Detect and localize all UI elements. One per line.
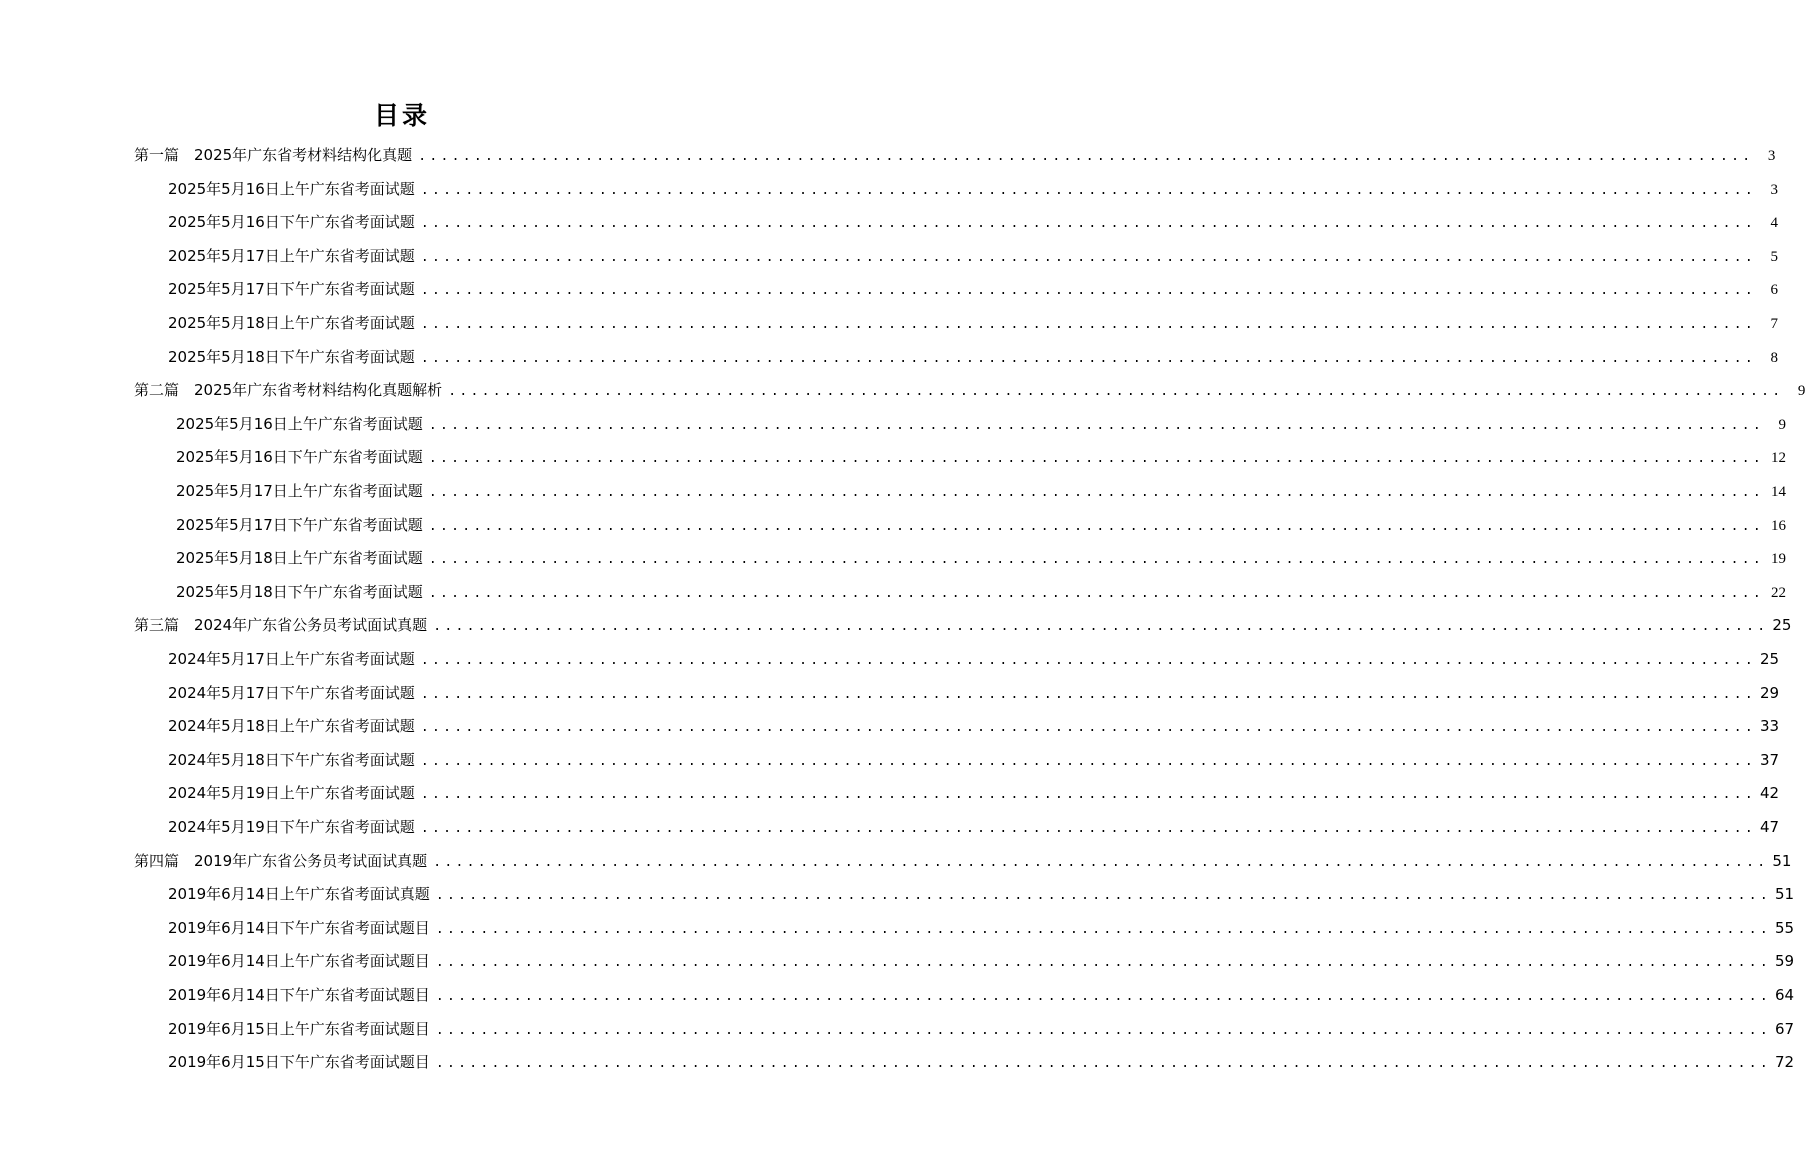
toc-section-entry[interactable] bbox=[168, 749, 1780, 771]
toc-entry-label: 2025年5月18日上午广东省考面试题 bbox=[176, 549, 423, 568]
toc-dot-leader: ........................................................................................................................ bbox=[428, 451, 1765, 467]
toc-section-entry[interactable] bbox=[168, 682, 1780, 704]
toc-dot-leader: ........................................................................................................................ bbox=[428, 485, 1765, 500]
toc-page-number: 64 bbox=[1775, 986, 1795, 1004]
toc-section-entry[interactable] bbox=[168, 178, 1779, 200]
toc-dot-leader: ........................................................................................................................ bbox=[420, 653, 1757, 668]
toc-section-entry[interactable] bbox=[168, 312, 1779, 334]
toc-entry-label: 第一篇 2025年广东省考材料结构化真题 bbox=[134, 146, 413, 164]
toc-page-number: 19 bbox=[1771, 551, 1787, 568]
toc-page-number: 37 bbox=[1760, 750, 1780, 769]
toc-page-number: 51 bbox=[1772, 851, 1792, 870]
toc-dot-leader: ........................................................................................................................ bbox=[435, 1056, 1772, 1072]
toc-entry-label: 2025年5月16日下午广东省考面试题 bbox=[176, 448, 423, 467]
toc-dot-leader: ........................................................................................................................ bbox=[420, 753, 1757, 769]
toc-entry-label: 2019年6月14日上午广东省考面试真题 bbox=[168, 885, 430, 904]
toc-section-entry[interactable] bbox=[176, 446, 1787, 468]
toc-page-number: 25 bbox=[1772, 616, 1792, 635]
toc-dot-leader: ........................................................................................................................ bbox=[420, 350, 1757, 366]
toc-page-number: 29 bbox=[1760, 683, 1780, 702]
toc-section-entry[interactable] bbox=[176, 514, 1787, 536]
toc-dot-leader: ........................................................................................................................ bbox=[428, 585, 1765, 601]
toc-dot-leader: ........................................................................................................................ bbox=[428, 552, 1765, 568]
toc-entry-label: 2019年6月15日下午广东省考面试题目 bbox=[168, 1053, 430, 1072]
toc-page-number: 3 bbox=[1770, 181, 1779, 198]
toc-entry-label: 2025年5月17日下午广东省考面试题 bbox=[176, 515, 423, 534]
toc-page-number: 7 bbox=[1770, 316, 1779, 332]
toc-entry-label: 2019年6月14日下午广东省考面试题目 bbox=[168, 918, 430, 937]
toc-part-entry[interactable] bbox=[134, 379, 1805, 401]
toc-page-number: 22 bbox=[1771, 584, 1787, 601]
toc-dot-leader: ........................................................................................................................ bbox=[435, 888, 1772, 904]
toc-page-number: 33 bbox=[1760, 717, 1780, 736]
toc-page-number: 25 bbox=[1760, 650, 1780, 668]
toc-entry-label: 2024年5月19日下午广东省考面试题 bbox=[168, 818, 415, 836]
toc-entry-label: 2024年5月19日上午广东省考面试题 bbox=[168, 784, 415, 803]
toc-section-entry[interactable] bbox=[176, 480, 1787, 502]
toc-page-number: 6 bbox=[1770, 282, 1779, 299]
toc-entry-label: 第三篇 2024年广东省公务员考试面试真题 bbox=[134, 616, 428, 635]
toc-section-entry[interactable] bbox=[168, 917, 1795, 939]
toc-page-number: 4 bbox=[1770, 215, 1779, 232]
toc-dot-leader: ........................................................................................................................ bbox=[433, 854, 1769, 870]
toc-section-entry[interactable] bbox=[168, 1051, 1795, 1073]
toc-dot-leader: ........................................................................................................................ bbox=[420, 283, 1757, 299]
toc-page-number: 9 bbox=[1797, 383, 1805, 400]
toc-page-number: 12 bbox=[1771, 450, 1787, 467]
toc-dot-leader: ........................................................................................................................ bbox=[420, 720, 1757, 736]
toc-page-number: 55 bbox=[1775, 918, 1795, 937]
toc-dot-leader: ........................................................................................................................ bbox=[428, 518, 1765, 534]
toc-page-number: 14 bbox=[1771, 484, 1787, 500]
toc-section-entry[interactable] bbox=[176, 581, 1787, 603]
toc-section-entry[interactable] bbox=[168, 816, 1780, 838]
toc-dot-leader: ........................................................................................................................ bbox=[435, 989, 1772, 1004]
toc-entry-label: 2025年5月18日上午广东省考面试题 bbox=[168, 314, 415, 332]
toc-entry-label: 2025年5月16日下午广东省考面试题 bbox=[168, 213, 415, 232]
toc-page-number: 9 bbox=[1778, 416, 1787, 433]
toc-entry-label: 第二篇 2025年广东省考材料结构化真题解析 bbox=[134, 381, 443, 400]
toc-section-entry[interactable] bbox=[168, 211, 1779, 233]
toc-entry-label: 2024年5月18日下午广东省考面试题 bbox=[168, 750, 415, 769]
toc-page-number: 3 bbox=[1767, 148, 1776, 164]
toc-page-number: 67 bbox=[1775, 1019, 1795, 1038]
toc-dot-leader: ........................................................................................................................ bbox=[420, 787, 1757, 803]
toc-part-entry[interactable] bbox=[134, 144, 1776, 166]
toc-part-entry[interactable] bbox=[134, 850, 1792, 872]
toc-entry-label: 2025年5月18日下午广东省考面试题 bbox=[176, 582, 423, 601]
toc-dot-leader: ........................................................................................................................ bbox=[418, 149, 1754, 164]
toc-section-entry[interactable] bbox=[176, 547, 1787, 569]
toc-section-entry[interactable] bbox=[168, 715, 1780, 737]
toc-entry-label: 2019年6月14日上午广东省考面试题目 bbox=[168, 952, 430, 971]
toc-entry-label: 第四篇 2019年广东省公务员考试面试真题 bbox=[134, 851, 428, 870]
toc-section-entry[interactable] bbox=[168, 648, 1780, 670]
toc-page-number: 72 bbox=[1775, 1053, 1795, 1072]
toc-page-number: 16 bbox=[1771, 517, 1787, 534]
toc-dot-leader: ........................................................................................................................ bbox=[433, 619, 1769, 635]
toc-dot-leader: ........................................................................................................................ bbox=[420, 216, 1757, 232]
toc-page-number: 5 bbox=[1770, 248, 1779, 265]
toc-section-entry[interactable] bbox=[168, 346, 1779, 368]
toc-entry-label: 2024年5月17日上午广东省考面试题 bbox=[168, 650, 415, 668]
toc-section-entry[interactable] bbox=[168, 883, 1795, 905]
toc-section-entry[interactable] bbox=[168, 950, 1795, 972]
toc-page-number: 59 bbox=[1775, 952, 1795, 971]
toc-entry-label: 2019年6月15日上午广东省考面试题目 bbox=[168, 1019, 430, 1038]
toc-dot-leader: ........................................................................................................................ bbox=[420, 821, 1757, 836]
toc-section-entry[interactable] bbox=[168, 245, 1779, 267]
toc-section-entry[interactable] bbox=[168, 984, 1795, 1006]
toc-page-number: 42 bbox=[1760, 784, 1780, 803]
toc-entry-label: 2024年5月18日上午广东省考面试题 bbox=[168, 717, 415, 736]
toc-dot-leader: ........................................................................................................................ bbox=[420, 249, 1757, 265]
toc-dot-leader: ........................................................................................................................ bbox=[420, 182, 1757, 198]
toc-part-entry[interactable] bbox=[134, 614, 1792, 636]
toc-entry-label: 2025年5月17日上午广东省考面试题 bbox=[168, 246, 415, 265]
toc-page-number: 47 bbox=[1760, 818, 1780, 836]
toc-dot-leader: ........................................................................................................................ bbox=[435, 1022, 1772, 1038]
toc-entry-label: 2025年5月17日上午广东省考面试题 bbox=[176, 482, 423, 500]
toc-entry-label: 2025年5月16日上午广东省考面试题 bbox=[176, 414, 423, 433]
toc-dot-leader: ........................................................................................................................ bbox=[420, 686, 1757, 702]
toc-page-number: 51 bbox=[1775, 885, 1795, 904]
toc-dot-leader: ........................................................................................................................ bbox=[435, 955, 1772, 971]
toc-page-number: 8 bbox=[1770, 349, 1779, 366]
toc-dot-leader: ........................................................................................................................ bbox=[420, 317, 1757, 332]
toc-section-entry[interactable] bbox=[168, 782, 1780, 804]
toc-entry-label: 2025年5月16日上午广东省考面试题 bbox=[168, 179, 415, 198]
toc-dot-leader: ........................................................................................................................ bbox=[428, 417, 1765, 433]
toc-title: 目录 bbox=[373, 101, 430, 130]
toc-entry-label: 2024年5月17日下午广东省考面试题 bbox=[168, 683, 415, 702]
toc-entry-label: 2025年5月18日下午广东省考面试题 bbox=[168, 347, 415, 366]
toc-entry-label: 2025年5月17日下午广东省考面试题 bbox=[168, 280, 415, 299]
toc-entry-label: 2019年6月14日下午广东省考面试题目 bbox=[168, 986, 430, 1004]
toc-section-entry[interactable] bbox=[168, 1018, 1795, 1040]
toc-section-entry[interactable] bbox=[168, 278, 1779, 300]
toc-section-entry[interactable] bbox=[176, 413, 1787, 435]
toc-dot-leader: ........................................................................................................................ bbox=[435, 921, 1772, 937]
toc-dot-leader: ........................................................................................................................ bbox=[448, 384, 1784, 400]
